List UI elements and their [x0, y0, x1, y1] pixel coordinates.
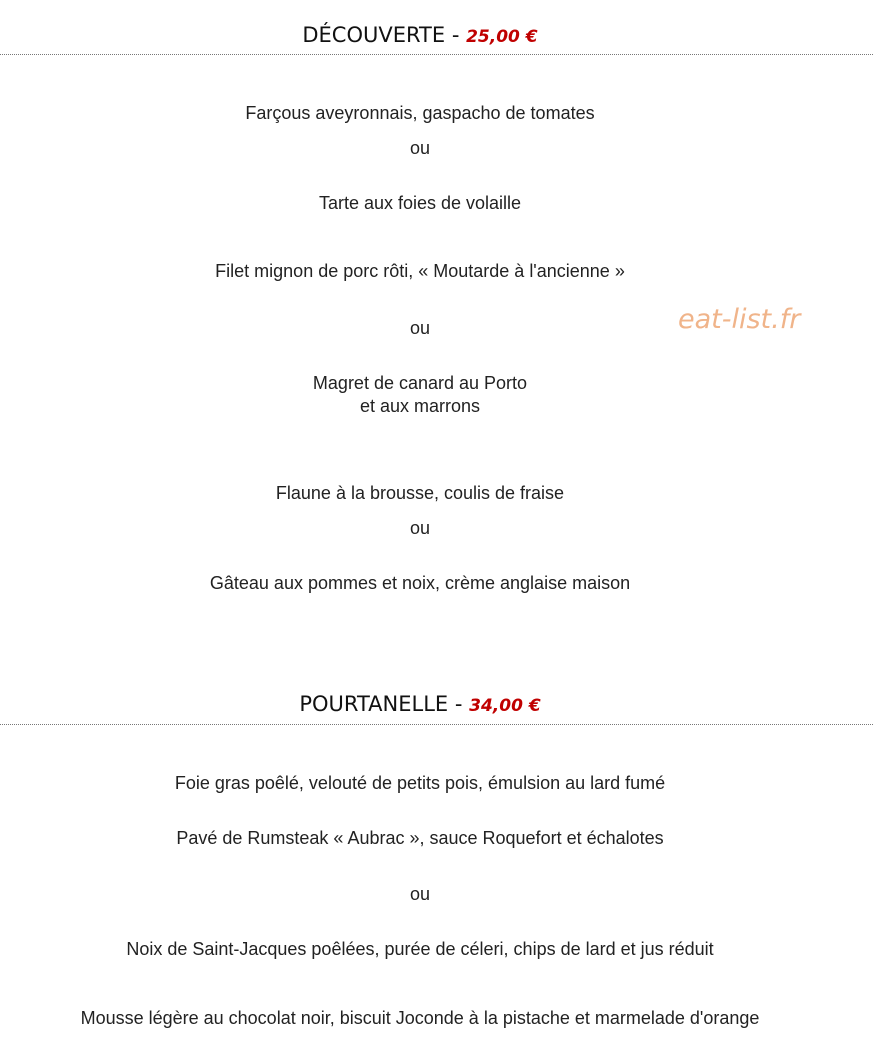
menu-heading-decouverte — [0, 21, 840, 51]
heading-separator: - — [448, 692, 470, 716]
menu-line-main: Noix de Saint-Jacques poêlées, purée de céleri, chips de lard et jus réduit — [126, 939, 714, 959]
menu-price: 25,00 € — [466, 27, 538, 47]
menu-line-dessert: Gâteau aux pommes et noix, crème anglaise maison — [209, 573, 631, 593]
menu-heading-pourtanelle — [0, 690, 840, 720]
menu-line-or: ou — [409, 884, 431, 904]
menu-line-main: Magret de canard au Porto — [312, 373, 528, 393]
menu-line-or: ou — [409, 138, 431, 158]
menu-line-starter: Foie gras poêlé, velouté de petits pois, émulsion au lard fumé — [174, 773, 666, 793]
menu-line-starter: Tarte aux foies de volaille — [318, 193, 522, 213]
menu-name: POURTANELLE — [299, 692, 449, 716]
section-divider — [0, 724, 873, 725]
menu-line-or: ou — [409, 318, 431, 338]
section-divider — [0, 54, 873, 55]
menu-line-main: Pavé de Rumsteak « Aubrac », sauce Roquefort et échalotes — [176, 828, 664, 848]
heading-separator: - — [445, 23, 467, 47]
menu-name: DÉCOUVERTE — [302, 23, 446, 47]
watermark: eat-list.fr — [678, 304, 801, 335]
menu-line-main-continued: et aux marrons — [359, 396, 481, 416]
menu-line-starter: Farçous aveyronnais, gaspacho de tomates — [245, 103, 595, 123]
menu-line-dessert: Mousse légère au chocolat noir, biscuit Joconde à la pistache et marmelade d'orange — [80, 1008, 760, 1028]
menu-line-main: Filet mignon de porc rôti, « Moutarde à l'ancienne » — [215, 261, 625, 281]
menu-line-or: ou — [409, 518, 431, 538]
menu-line-dessert: Flaune à la brousse, coulis de fraise — [275, 483, 565, 503]
menu-price: 34,00 € — [469, 696, 541, 716]
